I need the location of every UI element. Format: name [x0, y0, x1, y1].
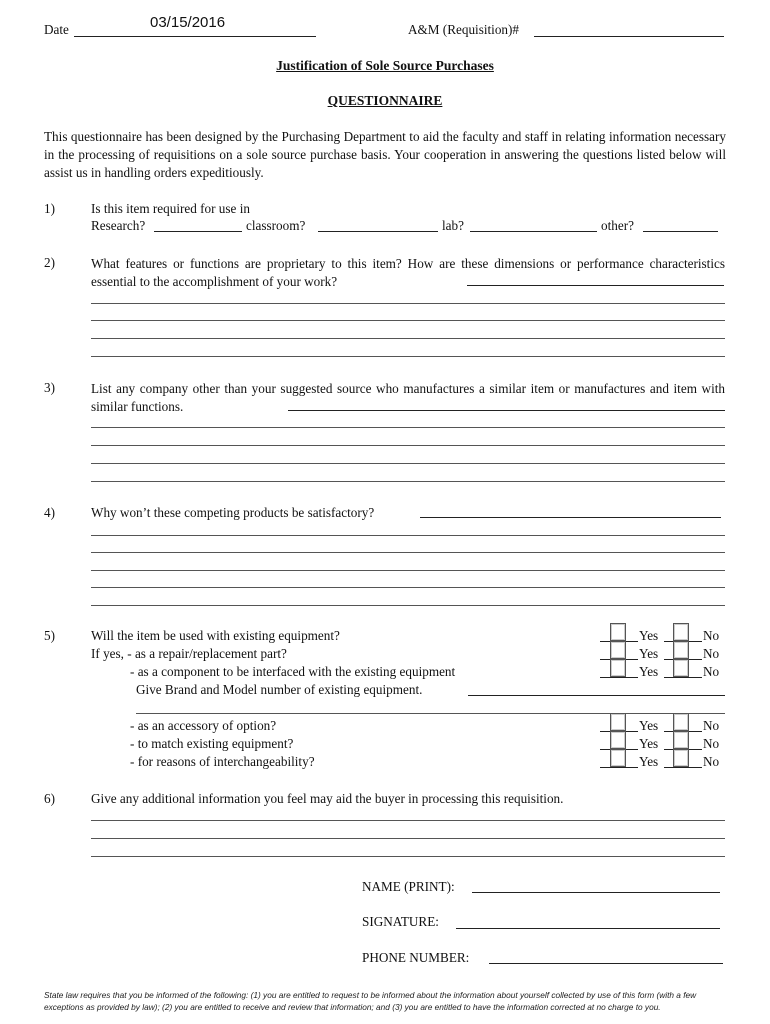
q5-row-0-no-label: No [703, 628, 720, 643]
q5-row-1-no-checkbox[interactable] [673, 641, 689, 659]
q4-number: 4) [44, 505, 55, 520]
q1-option-classroom: classroom? [246, 218, 306, 233]
requisition-underline [534, 36, 724, 37]
q5-row2-1-no-label: No [703, 736, 720, 751]
date-label: Date [44, 22, 69, 37]
q4-answer-line-4[interactable] [91, 587, 725, 588]
q5-row2-1-label: - to match existing equipment? [130, 736, 294, 751]
q6-answer-line-2[interactable] [91, 838, 725, 839]
q2-text: What features or functions are proprietary to this item? How are these dimensions or performance characteristics essential to the accomplishment of your work? [91, 256, 725, 289]
requisition-field[interactable] [536, 18, 722, 36]
intro-paragraph: This questionnaire has been designed by the Purchasing Department to aid the faculty and staff in relating information necessary in the processing of requisitions on a sole source purchase basis. Your cooperation in answering the questions listed below will assist us in handling orders expeditiously. [44, 129, 726, 180]
q5-brand-model-label: Give Brand and Model number of existing equipment. [136, 682, 423, 697]
q5-row-1-yes-label: Yes [639, 646, 659, 661]
q4-answer-line-5[interactable] [91, 605, 725, 606]
q3-number: 3) [44, 380, 55, 395]
signature-field[interactable] [456, 928, 720, 929]
q5-row2-2-yes-label: Yes [639, 754, 659, 769]
q5-row2-0-label: - as an accessory of option? [130, 718, 277, 733]
q1-other-field[interactable] [643, 231, 718, 232]
q2-answer-line-1[interactable] [91, 303, 725, 304]
q5-row2-2-no-underline [664, 767, 702, 768]
brand-model-line-0[interactable] [468, 695, 725, 696]
q5-row2-0-no-label: No [703, 718, 720, 733]
q4-text: Why won’t these competing products be satisfactory? [91, 505, 375, 520]
q1-option-lab: lab? [442, 218, 464, 233]
q2-answer-line-3[interactable] [91, 338, 725, 339]
q5-row2-2-no-checkbox[interactable] [673, 749, 689, 767]
q6-number: 6) [44, 791, 55, 806]
name-print-label: NAME (PRINT): [362, 879, 455, 894]
q5-row-0-label: Will the item be used with existing equipment? [91, 628, 340, 643]
q5-row-2-no-underline [664, 677, 702, 678]
requisition-label: A&M (Requisition)# [408, 22, 519, 37]
q5-row2-2-no-label: No [703, 754, 720, 769]
q5-row-1-yes-checkbox[interactable] [610, 641, 626, 659]
q6-text: Give any additional information you feel may aid the buyer in processing this requisition. [91, 791, 564, 806]
q3-text: List any company other than your suggested source who manufactures a similar item or manufactures and item with similar functions. [91, 381, 725, 414]
q3-answer-line-3[interactable] [91, 463, 725, 464]
q5-row-2-no-checkbox[interactable] [673, 659, 689, 677]
q5-row2-0-no-checkbox[interactable] [673, 713, 689, 731]
q5-row2-1-yes-checkbox[interactable] [610, 731, 626, 749]
q5-row2-0-yes-checkbox[interactable] [610, 713, 626, 731]
q4-answer-line-0[interactable] [420, 517, 721, 518]
date-field[interactable] [150, 12, 290, 32]
q5-row2-1-yes-label: Yes [639, 736, 659, 751]
q5-row-2-yes-checkbox[interactable] [610, 659, 626, 677]
q1-option-research: Research? [91, 218, 146, 233]
q3-answer-line-0[interactable] [288, 410, 725, 411]
q4-answer-line-1[interactable] [91, 535, 725, 536]
q5-row-2-label: - as a component to be interfaced with the existing equipment [130, 664, 456, 679]
q5-row2-2-label: - for reasons of interchangeability? [130, 754, 315, 769]
q5-row2-0-yes-label: Yes [639, 718, 659, 733]
q5-row-1-label: If yes, - as a repair/replacement part? [91, 646, 287, 661]
signature-label: SIGNATURE: [362, 914, 439, 929]
q2-answer-line-4[interactable] [91, 356, 725, 357]
q1-number: 1) [44, 201, 55, 216]
q5-row2-2-yes-underline [600, 767, 638, 768]
q5-row-0-yes-label: Yes [639, 628, 659, 643]
q3-answer-line-4[interactable] [91, 481, 725, 482]
q2-answer-line-2[interactable] [91, 320, 725, 321]
q5-row-1-no-label: No [703, 646, 720, 661]
q5-row-2-yes-label: Yes [639, 664, 659, 679]
q4-answer-line-2[interactable] [91, 552, 725, 553]
q5-row-2-yes-underline [600, 677, 638, 678]
q5-row2-2-yes-checkbox[interactable] [610, 749, 626, 767]
q5-row2-1-no-checkbox[interactable] [673, 731, 689, 749]
q3-answer-line-1[interactable] [91, 427, 725, 428]
q4-answer-line-3[interactable] [91, 570, 725, 571]
brand-model-line-1[interactable] [136, 713, 725, 714]
name-print-field[interactable] [472, 892, 720, 893]
q2-answer-line-0[interactable] [467, 285, 724, 286]
q6-answer-line-1[interactable] [91, 820, 725, 821]
q5-row-2-no-label: No [703, 664, 720, 679]
privacy-notice: State law requires that you be informed of the following: (1) you are entitled to request to be informed about the information about yourself collected by use of this form (with a few exceptions as provided by law); (2) you are entitled to receive and review that information; and (3) you are entitled to have the information corrected at no charge to you. [44, 990, 697, 1012]
q5-row-0-no-checkbox[interactable] [673, 623, 689, 641]
q1-text: Is this item required for use in [91, 201, 250, 216]
q1-lab-field[interactable] [470, 231, 597, 232]
q1-research-field[interactable] [154, 231, 242, 232]
q6-answer-line-3[interactable] [91, 856, 725, 857]
form-subtitle: QUESTIONNAIRE [327, 93, 443, 108]
form-title: Justification of Sole Source Purchases [276, 58, 494, 73]
q3-answer-line-2[interactable] [91, 445, 725, 446]
q2-number: 2) [44, 255, 55, 270]
phone-number-field[interactable] [489, 963, 723, 964]
date-underline [74, 36, 316, 37]
phone-number-label: PHONE NUMBER: [362, 950, 470, 965]
q1-option-other: other? [601, 218, 634, 233]
q5-number: 5) [44, 628, 55, 643]
q1-classroom-field[interactable] [318, 231, 438, 232]
q5-row-0-yes-checkbox[interactable] [610, 623, 626, 641]
